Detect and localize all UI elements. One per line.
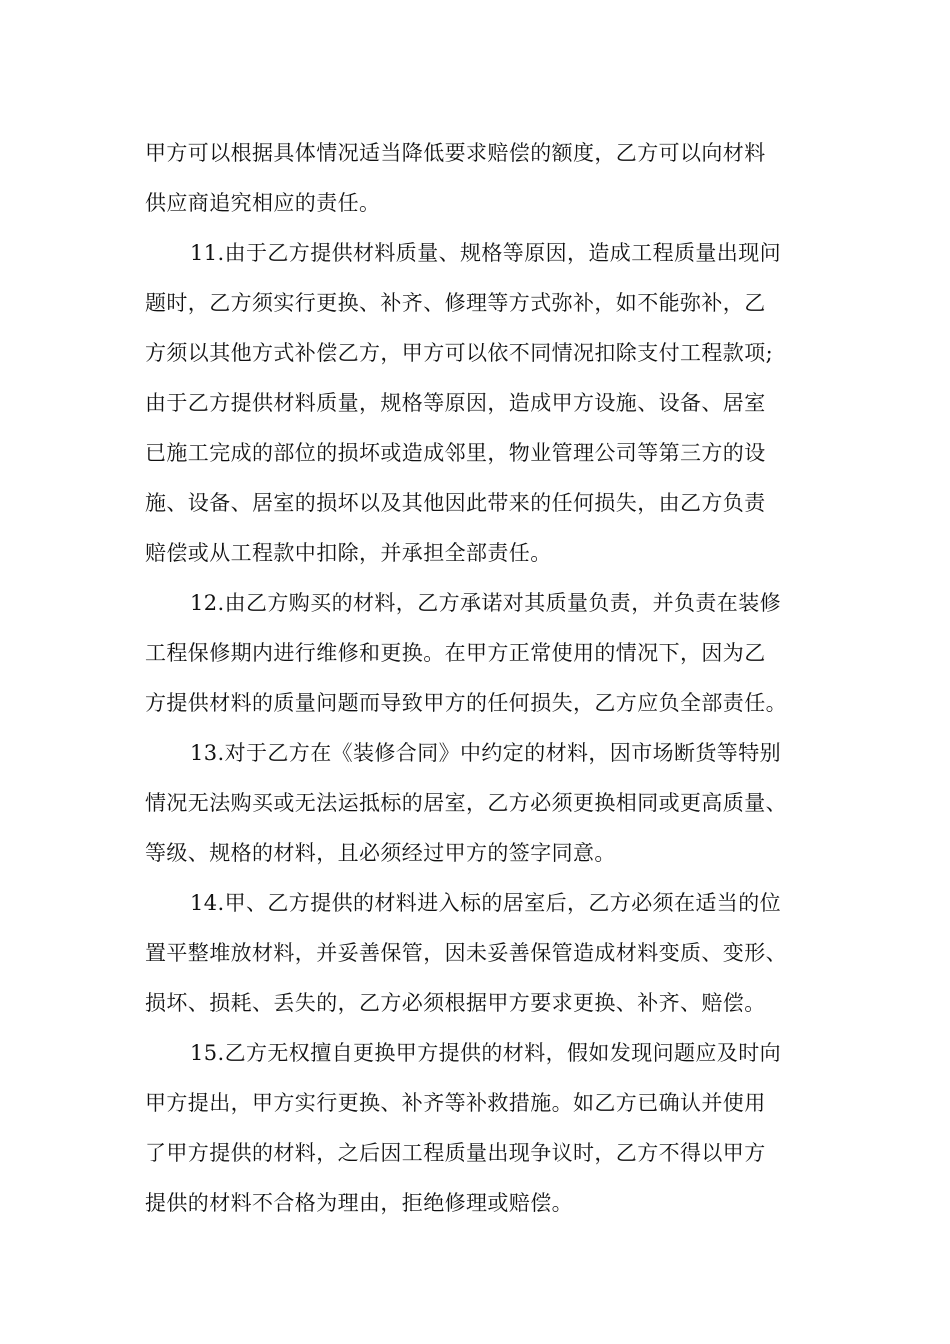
text-line: 情况无法购买或无法运抵标的居室，乙方必须更换相同或更高质量、 (145, 791, 787, 815)
text-line: 施、设备、居室的损坏以及其他因此带来的任何损失，由乙方负责 (145, 491, 766, 515)
text-line: 由于乙方提供材料质量，规格等原因，造成甲方设施、设备、居室 (145, 391, 766, 415)
paragraph-start-line: 15.乙方无权擅自更换甲方提供的材料，假如发现问题应及时向 (190, 1041, 781, 1065)
text-line: 方须以其他方式补偿乙方，甲方可以依不同情况扣除支付工程款项; (145, 341, 774, 365)
text-line: 了甲方提供的材料，之后因工程质量出现争议时，乙方不得以甲方 (145, 1141, 766, 1165)
text-line: 赔偿或从工程款中扣除，并承担全部责任。 (145, 541, 552, 565)
paragraph-start-line: 13.对于乙方在《装修合同》中约定的材料，因市场断货等特别 (190, 741, 781, 765)
paragraph-start-line: 12.由乙方购买的材料，乙方承诺对其质量负责，并负责在装修 (190, 591, 781, 615)
text-line: 提供的材料不合格为理由，拒绝修理或赔偿。 (145, 1191, 573, 1215)
text-line: 已施工完成的部位的损坏或造成邻里，物业管理公司等第三方的设 (145, 441, 766, 465)
paragraph-start-line: 11.由于乙方提供材料质量、规格等原因，造成工程质量出现问 (190, 241, 781, 265)
text-line: 甲方提出，甲方实行更换、补齐等补救措施。如乙方已确认并使用 (145, 1091, 766, 1115)
text-line: 等级、规格的材料，且必须经过甲方的签字同意。 (145, 841, 616, 865)
text-line: 工程保修期内进行维修和更换。在甲方正常使用的情况下，因为乙 (145, 641, 766, 665)
text-line: 供应商追究相应的责任。 (145, 191, 381, 215)
text-line: 置平整堆放材料，并妥善保管，因未妥善保管造成材料变质、变形、 (145, 941, 787, 965)
paragraph-start-line: 14.甲、乙方提供的材料进入标的居室后，乙方必须在适当的位 (190, 891, 781, 915)
text-line: 题时，乙方须实行更换、补齐、修理等方式弥补，如不能弥补，乙 (145, 291, 766, 315)
text-line: 甲方可以根据具体情况适当降低要求赔偿的额度，乙方可以向材料 (145, 141, 766, 165)
text-line: 方提供材料的质量问题而导致甲方的任何损失，乙方应负全部责任。 (145, 691, 787, 715)
text-line: 损坏、损耗、丢失的，乙方必须根据甲方要求更换、补齐、赔偿。 (145, 991, 766, 1015)
document-body (145, 128, 835, 1228)
